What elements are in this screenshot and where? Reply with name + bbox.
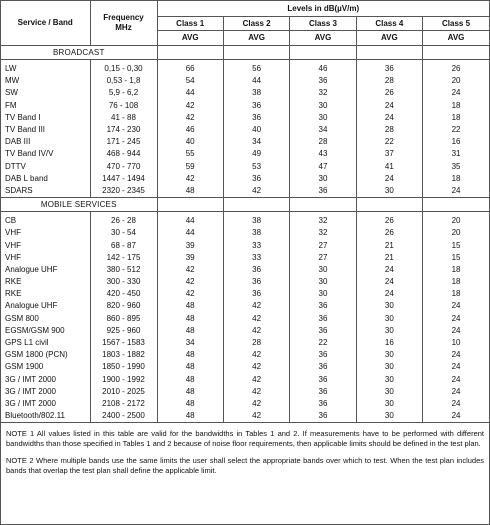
- level-cell: 37: [356, 148, 422, 160]
- table-row: [1, 276, 489, 288]
- table-row: [1, 374, 489, 386]
- table-row: [1, 185, 489, 198]
- level-cell: 24: [356, 288, 422, 300]
- level-cell: 24: [423, 386, 489, 398]
- level-cell: 42: [157, 100, 223, 112]
- level-cell: 33: [223, 239, 289, 251]
- table-row: [1, 410, 489, 423]
- level-cell: 48: [157, 185, 223, 198]
- level-cell: 36: [290, 325, 356, 337]
- band-cell: EGSM/GSM 900: [5, 325, 65, 335]
- frequency-cell: 1803 - 1882: [90, 349, 157, 361]
- band-cell: 3G / IMT 2000: [5, 374, 56, 384]
- frequency-unit: MHz: [115, 23, 132, 32]
- table-row: [1, 313, 489, 325]
- detector-header: AVG: [423, 31, 489, 46]
- level-cell: 30: [290, 100, 356, 112]
- class-header: Class 4: [356, 17, 422, 31]
- note-2: NOTE 2 Where multiple bands use the same limits the user shall select the appropriate bands over which to test. When the test plan includes bands that overlap the test plan shall define the applicable limit.: [6, 456, 484, 475]
- level-cell: 36: [290, 75, 356, 87]
- level-cell: 42: [223, 398, 289, 410]
- table-row: [1, 361, 489, 373]
- level-cell: 30: [356, 185, 422, 198]
- level-cell: 36: [290, 349, 356, 361]
- table-row: [1, 173, 489, 185]
- table-row: [1, 100, 489, 112]
- band-cell: RKE: [5, 289, 22, 299]
- table-row: [1, 398, 489, 410]
- table-row: [1, 386, 489, 398]
- level-cell: 48: [157, 386, 223, 398]
- level-cell: 44: [157, 212, 223, 228]
- level-cell: 26: [356, 227, 422, 239]
- emission-limits-table: [1, 1, 489, 423]
- frequency-cell: 142 - 175: [90, 252, 157, 264]
- detector-header: AVG: [157, 31, 223, 46]
- table-body: [1, 46, 489, 423]
- level-cell: 46: [290, 60, 356, 76]
- class-header: Class 1: [157, 17, 223, 31]
- level-cell: 24: [423, 398, 489, 410]
- level-cell: 36: [290, 361, 356, 373]
- level-cell: 15: [423, 239, 489, 251]
- band-cell: MW: [5, 76, 20, 86]
- level-cell: 42: [223, 374, 289, 386]
- level-cell: 30: [356, 398, 422, 410]
- band-cell: VHF: [5, 228, 21, 238]
- table-row: [1, 337, 489, 349]
- frequency-cell: 860 - 895: [90, 313, 157, 325]
- band-cell: FM: [5, 100, 17, 110]
- level-cell: 36: [290, 410, 356, 423]
- level-cell: 48: [157, 325, 223, 337]
- level-cell: 16: [356, 337, 422, 349]
- frequency-cell: 171 - 245: [90, 136, 157, 148]
- level-cell: 27: [290, 239, 356, 251]
- levels-title: Levels in dB(µV/m): [157, 1, 489, 17]
- table-row: [1, 252, 489, 264]
- class-header: Class 5: [423, 17, 489, 31]
- band-column-header: Service / Band: [1, 1, 90, 46]
- level-cell: 36: [290, 386, 356, 398]
- table-row: [1, 112, 489, 124]
- band-cell: 3G / IMT 2000: [5, 386, 56, 396]
- table-row: [1, 239, 489, 251]
- band-cell: VHF: [5, 240, 21, 250]
- level-cell: 41: [356, 161, 422, 173]
- level-cell: 34: [290, 124, 356, 136]
- level-cell: 30: [290, 112, 356, 124]
- level-cell: 42: [223, 313, 289, 325]
- level-cell: 42: [157, 264, 223, 276]
- level-cell: 18: [423, 112, 489, 124]
- level-cell: 18: [423, 173, 489, 185]
- section-spacer-cell: [356, 198, 422, 212]
- frequency-cell: 468 - 944: [90, 148, 157, 160]
- level-cell: 42: [223, 361, 289, 373]
- level-cell: 18: [423, 100, 489, 112]
- frequency-cell: 76 - 108: [90, 100, 157, 112]
- level-cell: 26: [423, 60, 489, 76]
- level-cell: 32: [290, 212, 356, 228]
- level-cell: 18: [423, 276, 489, 288]
- level-cell: 46: [157, 124, 223, 136]
- band-cell: TV Band I: [5, 112, 41, 122]
- level-cell: 55: [157, 148, 223, 160]
- level-cell: 44: [157, 87, 223, 99]
- level-cell: 30: [356, 300, 422, 312]
- level-cell: 54: [157, 75, 223, 87]
- level-cell: 42: [157, 173, 223, 185]
- level-cell: 42: [157, 288, 223, 300]
- level-cell: 36: [290, 374, 356, 386]
- table-row: [1, 75, 489, 87]
- level-cell: 39: [157, 252, 223, 264]
- level-cell: 24: [423, 313, 489, 325]
- frequency-cell: 174 - 230: [90, 124, 157, 136]
- level-cell: 26: [356, 87, 422, 99]
- level-cell: 30: [290, 173, 356, 185]
- level-cell: 40: [157, 136, 223, 148]
- section-spacer-cell: [290, 198, 356, 212]
- level-cell: 24: [356, 100, 422, 112]
- band-cell: TV Band III: [5, 125, 46, 135]
- level-cell: 42: [223, 300, 289, 312]
- level-cell: 24: [423, 300, 489, 312]
- note-1: NOTE 1 All values listed in this table are valid for the bandwidths in Tables 1 and 2. If measurements have to be performed with different bandwidths than those specified in Tables 1 and 2 because of noise floor requirements, then applicable limits should be defined in the test plan.: [6, 429, 484, 448]
- level-cell: 44: [223, 75, 289, 87]
- table-row: [1, 212, 489, 228]
- section-spacer-cell: [423, 198, 489, 212]
- table-notes: [1, 423, 489, 475]
- frequency-label: Frequency: [103, 13, 144, 22]
- frequency-cell: 2400 - 2500: [90, 410, 157, 423]
- section-spacer-cell: [223, 46, 289, 60]
- detector-header: AVG: [290, 31, 356, 46]
- level-cell: 18: [423, 264, 489, 276]
- frequency-cell: 68 - 87: [90, 239, 157, 251]
- level-cell: 30: [356, 410, 422, 423]
- band-cell: SDARS: [1, 185, 90, 198]
- level-cell: 42: [223, 185, 289, 198]
- level-cell: 30: [356, 374, 422, 386]
- band-cell: VHF: [5, 252, 21, 262]
- frequency-cell: 380 - 512: [90, 264, 157, 276]
- frequency-cell: 1567 - 1583: [90, 337, 157, 349]
- level-cell: 34: [157, 337, 223, 349]
- band-cell: GSM 1800 (PCN): [5, 350, 68, 360]
- level-cell: 10: [423, 337, 489, 349]
- level-cell: 42: [223, 325, 289, 337]
- level-cell: 30: [290, 264, 356, 276]
- band-cell: RKE: [5, 277, 22, 287]
- section-spacer-cell: [290, 46, 356, 60]
- level-cell: 35: [423, 161, 489, 173]
- level-cell: 48: [157, 361, 223, 373]
- level-cell: 36: [223, 100, 289, 112]
- section-row: [1, 198, 489, 212]
- level-cell: 48: [157, 398, 223, 410]
- band-cell: Analogue UHF: [5, 301, 58, 311]
- level-cell: 42: [223, 349, 289, 361]
- level-cell: 28: [356, 124, 422, 136]
- level-cell: 56: [223, 60, 289, 76]
- band-cell: 3G / IMT 2000: [5, 398, 56, 408]
- level-cell: 24: [423, 410, 489, 423]
- level-cell: 16: [423, 136, 489, 148]
- level-cell: 48: [157, 374, 223, 386]
- level-cell: 42: [157, 112, 223, 124]
- frequency-cell: 820 - 960: [90, 300, 157, 312]
- frequency-cell: 5,9 - 6,2: [90, 87, 157, 99]
- level-cell: 30: [356, 313, 422, 325]
- level-cell: 30: [290, 288, 356, 300]
- level-cell: 42: [223, 410, 289, 423]
- level-cell: 30: [356, 361, 422, 373]
- level-cell: 15: [423, 252, 489, 264]
- level-cell: 21: [356, 252, 422, 264]
- class-header: Class 2: [223, 17, 289, 31]
- level-cell: 27: [290, 252, 356, 264]
- level-cell: 48: [157, 349, 223, 361]
- level-cell: 43: [290, 148, 356, 160]
- level-cell: 24: [423, 325, 489, 337]
- level-cell: 31: [423, 148, 489, 160]
- frequency-cell: 2320 - 2345: [90, 185, 157, 198]
- frequency-cell: 0,53 - 1,8: [90, 75, 157, 87]
- frequency-cell: 1447 - 1494: [90, 173, 157, 185]
- table-row: [1, 60, 489, 76]
- level-cell: 24: [423, 185, 489, 198]
- section-spacer-cell: [423, 46, 489, 60]
- level-cell: 32: [290, 227, 356, 239]
- table-row: [1, 161, 489, 173]
- level-cell: 33: [223, 252, 289, 264]
- level-cell: 36: [356, 60, 422, 76]
- level-cell: 24: [356, 264, 422, 276]
- level-cell: 36: [223, 276, 289, 288]
- frequency-cell: 470 - 770: [90, 161, 157, 173]
- level-cell: 34: [223, 136, 289, 148]
- level-cell: 44: [157, 227, 223, 239]
- frequency-cell: 420 - 450: [90, 288, 157, 300]
- level-cell: 28: [356, 75, 422, 87]
- frequency-column-header: [90, 1, 157, 46]
- level-cell: 22: [290, 337, 356, 349]
- level-cell: 48: [157, 410, 223, 423]
- band-cell: LW: [5, 64, 17, 74]
- frequency-cell: 30 - 54: [90, 227, 157, 239]
- level-cell: 48: [157, 300, 223, 312]
- band-cell: GSM 1900: [5, 362, 44, 372]
- table-row: [1, 227, 489, 239]
- frequency-cell: 1900 - 1992: [90, 374, 157, 386]
- level-cell: 53: [223, 161, 289, 173]
- detector-header: AVG: [356, 31, 422, 46]
- band-cell: DAB III: [5, 137, 31, 147]
- level-cell: 24: [423, 87, 489, 99]
- level-cell: 38: [223, 212, 289, 228]
- level-cell: 30: [356, 349, 422, 361]
- section-row: [1, 46, 489, 60]
- table-row: [1, 148, 489, 160]
- level-cell: 21: [356, 239, 422, 251]
- level-cell: 26: [356, 212, 422, 228]
- level-cell: 36: [223, 173, 289, 185]
- level-cell: 30: [290, 276, 356, 288]
- level-cell: 42: [223, 386, 289, 398]
- band-cell: GPS L1 civil: [5, 338, 49, 348]
- level-cell: 20: [423, 75, 489, 87]
- section-title: BROADCAST: [1, 46, 157, 60]
- table-row: [1, 325, 489, 337]
- table-row: [1, 87, 489, 99]
- level-cell: 24: [423, 361, 489, 373]
- table-row: [1, 349, 489, 361]
- table-row: [1, 300, 489, 312]
- frequency-cell: 925 - 960: [90, 325, 157, 337]
- level-cell: 20: [423, 212, 489, 228]
- level-cell: 42: [157, 276, 223, 288]
- section-spacer-cell: [223, 198, 289, 212]
- section-spacer-cell: [356, 46, 422, 60]
- frequency-cell: 0,15 - 0,30: [90, 60, 157, 76]
- level-cell: 30: [356, 325, 422, 337]
- level-cell: 36: [290, 300, 356, 312]
- level-cell: 47: [290, 161, 356, 173]
- level-cell: 28: [290, 136, 356, 148]
- band-cell: Analogue UHF: [5, 264, 58, 274]
- level-cell: 36: [290, 398, 356, 410]
- level-cell: 38: [223, 227, 289, 239]
- level-cell: 24: [356, 173, 422, 185]
- level-cell: 49: [223, 148, 289, 160]
- table-row: [1, 264, 489, 276]
- band-cell: DAB L band: [5, 173, 48, 183]
- detector-header: AVG: [223, 31, 289, 46]
- table-row: [1, 288, 489, 300]
- level-cell: 22: [356, 136, 422, 148]
- level-cell: 32: [290, 87, 356, 99]
- level-cell: 24: [356, 112, 422, 124]
- level-cell: 30: [356, 386, 422, 398]
- band-cell: TV Band IV/V: [5, 149, 54, 159]
- section-title: MOBILE SERVICES: [1, 198, 157, 212]
- level-cell: 36: [223, 288, 289, 300]
- frequency-cell: 2108 - 2172: [90, 398, 157, 410]
- section-spacer-cell: [157, 46, 223, 60]
- level-cell: 38: [223, 87, 289, 99]
- frequency-cell: 2010 - 2025: [90, 386, 157, 398]
- frequency-cell: 41 - 88: [90, 112, 157, 124]
- class-header: Class 3: [290, 17, 356, 31]
- band-cell: SW: [5, 88, 18, 98]
- frequency-cell: 300 - 330: [90, 276, 157, 288]
- level-cell: 59: [157, 161, 223, 173]
- level-cell: 36: [290, 185, 356, 198]
- level-cell: 66: [157, 60, 223, 76]
- level-cell: 39: [157, 239, 223, 251]
- level-cell: 36: [290, 313, 356, 325]
- level-cell: 48: [157, 313, 223, 325]
- level-cell: 24: [423, 374, 489, 386]
- level-cell: 36: [223, 264, 289, 276]
- table-row: [1, 124, 489, 136]
- section-spacer-cell: [157, 198, 223, 212]
- level-cell: 28: [223, 337, 289, 349]
- frequency-cell: 26 - 28: [90, 212, 157, 228]
- level-cell: 24: [356, 276, 422, 288]
- band-cell: GSM 800: [5, 313, 39, 323]
- level-cell: 36: [223, 112, 289, 124]
- level-cell: 40: [223, 124, 289, 136]
- frequency-cell: 1850 - 1990: [90, 361, 157, 373]
- band-cell: CB: [5, 216, 17, 226]
- table-header: [1, 1, 489, 46]
- band-cell: Bluetooth/802.11: [1, 410, 90, 423]
- level-cell: 24: [423, 349, 489, 361]
- level-cell: 20: [423, 227, 489, 239]
- band-cell: DTTV: [5, 161, 26, 171]
- level-cell: 22: [423, 124, 489, 136]
- table-row: [1, 136, 489, 148]
- level-cell: 18: [423, 288, 489, 300]
